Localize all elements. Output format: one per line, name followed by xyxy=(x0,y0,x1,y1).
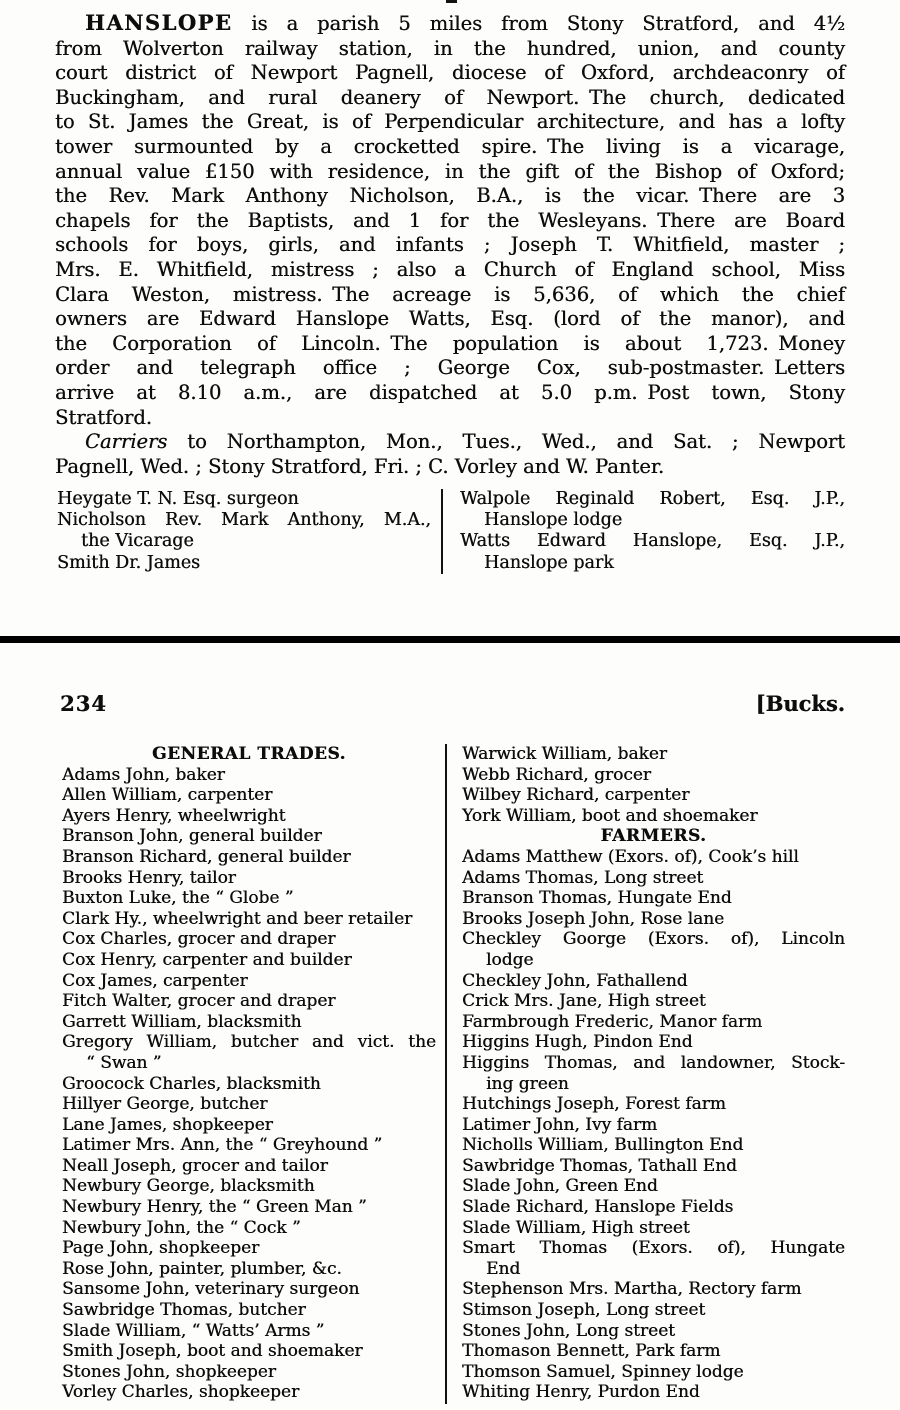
residents-right-column xyxy=(443,489,845,574)
trades-directory-section xyxy=(55,744,845,1410)
resident-entry: Smith Dr. James xyxy=(57,552,201,573)
article-line: arrive at 8.10 a.m., are dispatched at 5.0 p.m. Post town, Stony xyxy=(55,380,845,404)
article-body-lines xyxy=(55,37,845,431)
carriers-paragraph xyxy=(55,429,845,479)
directory-entry: Branson Richard, general builder xyxy=(62,846,351,867)
article-line: the Rev. Mark Anthony Nicholson, B.A., is the vicar. There are 3 xyxy=(55,184,845,208)
directory-entry: Thomson Samuel, Spinney lodge xyxy=(462,1361,744,1382)
directory-entry: Fitch Walter, grocer and draper xyxy=(62,991,336,1012)
article-line: annual value £150 with residence, in the gift of the Bishop of Oxford; xyxy=(55,159,845,183)
directory-entry: Brooks Henry, tailor xyxy=(62,867,236,888)
directory-entry: Slade John, Green End xyxy=(462,1176,658,1197)
article-line: tower surmounted by a crocketted spire. The living is a vicarage, xyxy=(55,134,845,158)
directory-entry: Vorley Charles, shopkeeper xyxy=(62,1382,300,1403)
directory-entry: Lane James, shopkeeper xyxy=(62,1114,273,1135)
directory-entry: Stimson Joseph, Long street xyxy=(462,1300,706,1321)
directory-entry: Garrett William, blacksmith xyxy=(62,1011,302,1032)
page-edge-ink-fragment xyxy=(446,0,457,3)
directory-right-column xyxy=(447,744,845,1410)
directory-entry: Cox Henry, carpenter and builder xyxy=(62,949,352,970)
directory-entry: Farmbrough Frederic, Manor farm xyxy=(462,1011,763,1032)
article-lead-word: HANSLOPE xyxy=(85,10,233,35)
directory-entry: Sawbridge Thomas, butcher xyxy=(62,1300,306,1321)
directory-entry: Cox James, carpenter xyxy=(62,970,248,991)
directory-entry: Stephenson Mrs. Martha, Rectory farm xyxy=(462,1279,802,1300)
directory-entry: York William, boot and shoemaker xyxy=(462,805,758,826)
carriers-last-line: Pagnell, Wed. ; Stony Stratford, Fri. ; C. Vorley and W. Panter. xyxy=(55,455,665,478)
article-line: owners are Edward Hanslope Watts, Esq. (lord of the manor), and xyxy=(55,307,845,331)
directory-entry: Stones John, Long street xyxy=(462,1320,675,1341)
directory-entry: Hutchings Joseph, Forest farm xyxy=(462,1094,726,1115)
article-line: order and telegraph office ; George Cox, sub-postmaster. Letters xyxy=(55,356,845,380)
resident-entry: the Vicarage xyxy=(81,531,194,552)
directory-entry: Thomason Bennett, Park farm xyxy=(462,1341,721,1362)
article-first-line xyxy=(55,11,845,37)
resident-entry: Heygate T. N. Esq. surgeon xyxy=(57,489,299,509)
directory-entry: Higgins Thomas, and landowner, Stock- xyxy=(462,1052,845,1073)
directory-entry: Newbury Henry, the “ Green Man ” xyxy=(62,1197,367,1218)
article-line: from Wolverton railway station, in the hundred, union, and county xyxy=(55,36,845,60)
directory-entry: Ayers Henry, wheelwright xyxy=(62,805,286,826)
directory-entry: Wilbey Richard, carpenter xyxy=(462,785,690,806)
article-line: Clara Weston, mistress. The acreage is 5,636, of which the chief xyxy=(55,282,845,306)
article-line: Mrs. E. Whitfield, mistress ; also a Church of England school, Miss xyxy=(55,257,845,281)
directory-entry: Crick Mrs. Jane, High street xyxy=(462,991,706,1012)
directory-entry: Higgins Hugh, Pindon End xyxy=(462,1032,693,1053)
carriers-lead-word: Carriers xyxy=(85,430,168,453)
directory-entry: Checkley John, Fathallend xyxy=(462,970,688,991)
directory-entry: Gregory William, butcher and vict. the xyxy=(62,1032,436,1053)
directory-entry: FARMERS. xyxy=(600,826,707,847)
directory-entry: Hillyer George, butcher xyxy=(62,1094,268,1115)
directory-entry: Slade William, “ Watts’ Arms ” xyxy=(62,1320,325,1341)
directory-entry: Buxton Luke, the “ Globe ” xyxy=(62,888,294,909)
carriers-first-line xyxy=(55,429,845,454)
directory-entry: GENERAL TRADES. xyxy=(152,744,346,764)
article-line: the Corporation of Lincoln. The population is about 1,723. Money xyxy=(55,331,845,355)
directory-entry: Slade William, High street xyxy=(462,1217,690,1238)
resident-entry: Watts Edward Hanslope, Esq. J.P., xyxy=(460,531,845,552)
directory-entry: Adams Matthew (Exors. of), Cook’s hill xyxy=(462,846,799,867)
resident-entry: Hanslope park xyxy=(484,552,614,573)
directory-entry: Checkley Goorge (Exors. of), Lincoln xyxy=(462,929,845,950)
directory-entry: Allen William, carpenter xyxy=(62,785,273,806)
directory-entry: Page John, shopkeeper xyxy=(62,1238,260,1259)
residents-left-column xyxy=(55,489,441,574)
directory-entry: Smart Thomas (Exors. of), Hungate xyxy=(462,1238,845,1259)
parish-description-paragraph xyxy=(55,11,845,430)
article-line: Stratford. xyxy=(55,405,152,429)
directory-entry: Sansome John, veterinary surgeon xyxy=(62,1279,360,1300)
directory-entry: Groocock Charles, blacksmith xyxy=(62,1073,321,1094)
private-residents-section xyxy=(55,489,845,574)
directory-entry: Slade Richard, Hanslope Fields xyxy=(462,1197,734,1218)
article-line: court district of Newport Pagnell, diocese of Oxford, archdeaconry of xyxy=(55,61,845,85)
directory-entry: “ Swan ” xyxy=(86,1052,162,1073)
page-number: 234 xyxy=(60,691,107,716)
directory-entry: Neall Joseph, grocer and tailor xyxy=(62,1155,328,1176)
directory-entry: Adams John, baker xyxy=(62,764,225,785)
article-line: schools for boys, girls, and infants ; Joseph T. Whitfield, master ; xyxy=(55,233,845,257)
directory-entry: Adams Thomas, Long street xyxy=(462,867,704,888)
directory-entry: Newbury John, the “ Cock ” xyxy=(62,1217,301,1238)
directory-entry: Brooks Joseph John, Rose lane xyxy=(462,908,725,929)
directory-entry: Rose John, painter, plumber, &c. xyxy=(62,1258,342,1279)
carriers-first-line-text: to Northampton, Mon., Tues., Wed., and Sat. ; Newport xyxy=(167,430,845,453)
directory-entry: Latimer Mrs. Ann, the “ Greyhound ” xyxy=(62,1135,383,1156)
directory-entry: Whiting Henry, Purdon End xyxy=(462,1382,700,1403)
resident-entry: Hanslope lodge xyxy=(484,510,623,531)
article-line: to St. James the Great, is of Perpendicular architecture, and has a lofty xyxy=(55,110,845,134)
directory-entry: Webb Richard, grocer xyxy=(462,764,651,785)
resident-entry: Walpole Reginald Robert, Esq. J.P., xyxy=(460,489,845,509)
directory-entry: Cox Charles, grocer and draper xyxy=(62,929,336,950)
article-line: chapels for the Baptists, and 1 for the Wesleyans. There are Board xyxy=(55,208,845,232)
directory-entry: ing green xyxy=(486,1073,569,1094)
directory-entry: Newbury George, blacksmith xyxy=(62,1176,315,1197)
directory-entry: Stones John, shopkeeper xyxy=(62,1361,276,1382)
article-first-line-text: is a parish 5 miles from Stony Stratford, and 4½ xyxy=(232,12,845,35)
running-head xyxy=(55,691,845,716)
directory-entry: Clark Hy., wheelwright and beer retailer xyxy=(62,908,413,929)
directory-entry: Branson John, general builder xyxy=(62,826,322,847)
directory-entry: Nicholls William, Bullington End xyxy=(462,1135,744,1156)
directory-entry: Branson Thomas, Hungate End xyxy=(462,888,732,909)
resident-entry: Nicholson Rev. Mark Anthony, M.A., xyxy=(57,510,431,531)
directory-entry: End xyxy=(486,1258,521,1279)
section-rule xyxy=(0,636,900,643)
directory-entry: lodge xyxy=(486,949,534,970)
directory-entry: Sawbridge Thomas, Tathall End xyxy=(462,1155,737,1176)
directory-entry: Smith Joseph, boot and shoemaker xyxy=(62,1341,363,1362)
article-line: Buckingham, and rural deanery of Newport. The church, dedicated xyxy=(55,85,845,109)
directory-entry: Warwick William, baker xyxy=(462,744,667,764)
directory-entry: Latimer John, Ivy farm xyxy=(462,1114,658,1135)
county-header: [Bucks. xyxy=(755,691,845,716)
directory-left-column xyxy=(55,744,445,1410)
